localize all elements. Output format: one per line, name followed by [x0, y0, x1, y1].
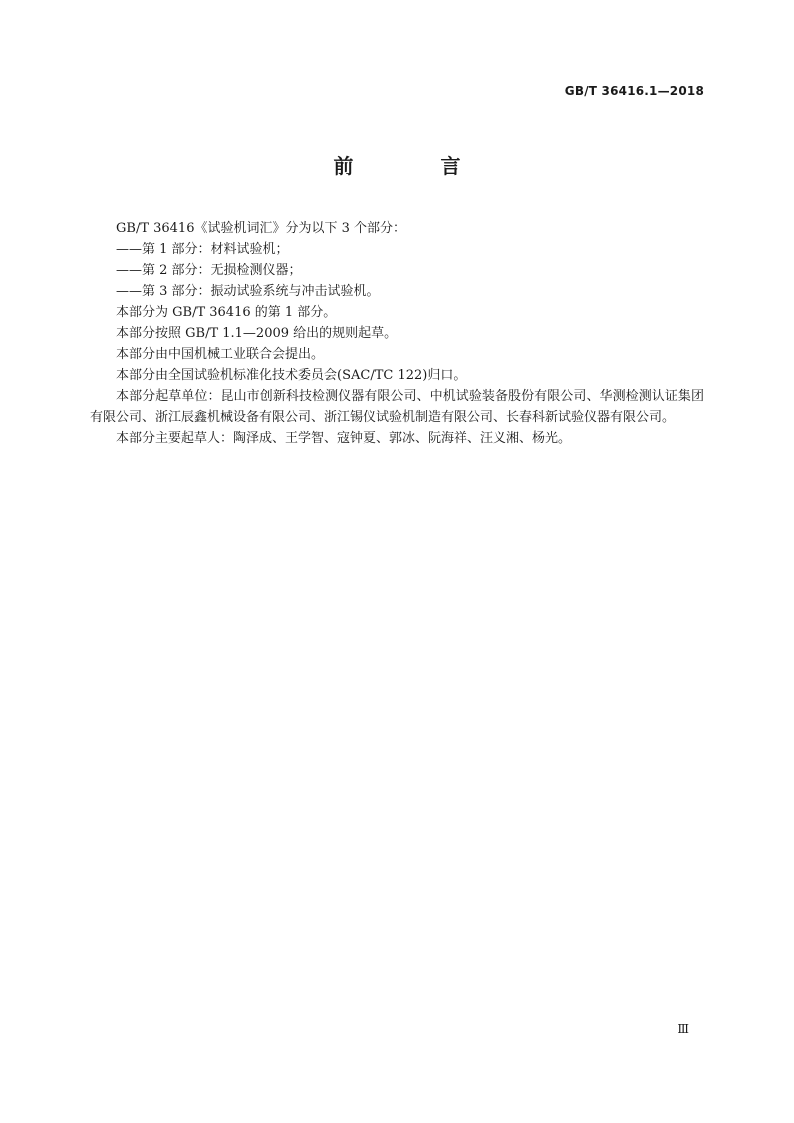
list-item: ——第 2 部分：无损检测仪器； [116, 263, 302, 278]
page-title: 前 言 [333, 154, 501, 178]
standard-code: GB/T 36416.1—2018 [564, 84, 704, 98]
paragraph: 本部分按照 GB/T 1.1—2009 给出的规则起草。 [116, 326, 398, 341]
paragraph-drafters: 本部分主要起草人：陶泽成、王学智、寇钟夏、郭冰、阮海祥、汪义湘、杨光。 [116, 431, 572, 446]
paragraph-drafting-units: 本部分起草单位：昆山市创新科技检测仪器有限公司、中机试验装备股份有限公司、华测检测认证集团有限公司、浙江辰鑫机械设备有限公司、浙江锡仪试验机制造有限公司、长春科新试验仪器有限公司。 [90, 389, 704, 425]
page-number: Ⅲ [677, 1022, 689, 1036]
list-item: ——第 3 部分：振动试验系统与冲击试验机。 [116, 284, 380, 299]
paragraph: 本部分由中国机械工业联合会提出。 [116, 347, 325, 362]
foreword-body [90, 218, 704, 449]
paragraph: 本部分由全国试验机标准化技术委员会(SAC/TC 122)归口。 [116, 368, 467, 383]
list-item: ——第 1 部分：材料试验机； [116, 242, 289, 257]
paragraph-intro: GB/T 36416《试验机词汇》分为以下 3 个部分： [116, 221, 407, 236]
paragraph: 本部分为 GB/T 36416 的第 1 部分。 [116, 305, 337, 320]
